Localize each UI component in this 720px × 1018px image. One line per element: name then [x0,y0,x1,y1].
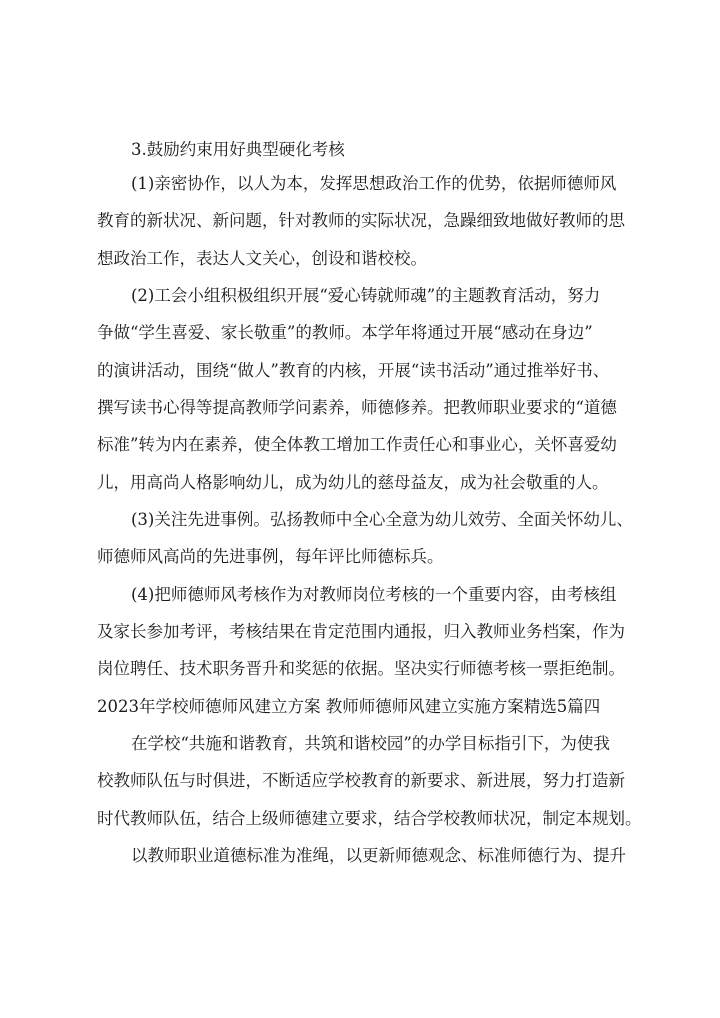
paragraph-line: 岗位聘任、技术职务晋升和奖惩的依据。坚决实行师德考核一票拒绝制。 [97,659,625,678]
paragraph-line: 儿，用高尚人格影响幼儿，成为幼儿的慈母益友，成为社会敬重的人。 [97,473,609,492]
paragraph-line: 师德师风高尚的先进事例，每年评比师德标兵。 [97,547,444,566]
paragraph-line: 想政治工作，表达人文关心，创设和谐校校。 [97,249,427,268]
paragraph-line: 及家长参加考评，考核结果在肯定范围内通报，归入教师业务档案，作为 [97,622,625,641]
paragraph-line: 标准”转为内在素养，使全体教工增加工作责任心和事业心，关怀喜爱幼 [97,435,617,454]
paragraph-line: (3)关注先进事例。弘扬教师中全心全意为幼儿效劳、全面关怀幼儿、 [131,510,633,529]
paragraph-line: (4)把师德师风考核作为对教师岗位考核的一个重要内容，由考核组 [131,585,617,604]
paragraph-line: (2)工会小组积极组织开展“爱心铸就师魂”的主题教育活动，努力 [131,286,601,305]
paragraph-line: 撰写读书心得等提高教师学问素养，师德修养。把教师职业要求的“道德 [97,398,617,417]
paragraph-line: 时代教师队伍，结合上级师德建立要求，结合学校教师状况，制定本规划。 [97,809,642,828]
paragraph-line: (1)亲密协作，以人为本，发挥思想政治工作的优势，依据师德师风 [131,174,617,193]
section-heading: 3.鼓励约束用好典型硬化考核 [131,140,345,159]
paragraph-line: 争做“学生喜爱、家长敬重”的教师。本学年将通过开展“感动在身边” [97,323,593,342]
paragraph-line: 以教师职业道德标准为准绳，以更新师德观念、标准师德行为、提升 [131,846,626,865]
article-title-line: 2023年学校师德师风建立方案 教师师德师风建立实施方案精选5篇四 [97,697,601,716]
paragraph-line: 在学校“共施和谐教育，共筑和谐校园”的办学目标指引下，为使我 [131,734,610,753]
paragraph-line: 的演讲活动，围绕“做人”教育的内核，开展“读书活动”通过推举好书、 [97,361,610,380]
paragraph-line: 教育的新状况、新问题，针对教师的实际状况，急躁细致地做好教师的思 [97,211,625,230]
paragraph-line: 校教师队伍与时俱进，不断适应学校教育的新要求、新进展，努力打造新 [97,771,625,790]
